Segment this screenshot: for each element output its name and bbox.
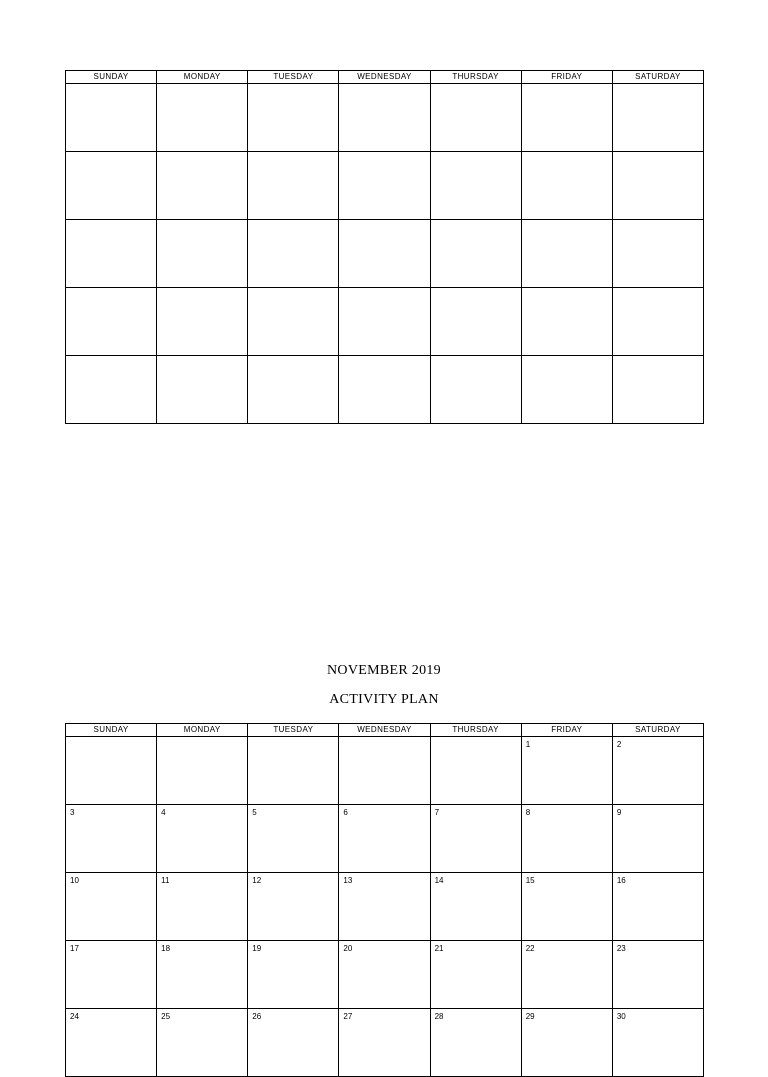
calendar-day-cell bbox=[339, 805, 430, 873]
weekday-header-saturday: SATURDAY bbox=[612, 71, 703, 84]
day-number: 12 bbox=[252, 876, 262, 885]
calendar-day-cell bbox=[248, 873, 339, 941]
day-number: 22 bbox=[525, 944, 535, 953]
day-number: 21 bbox=[434, 944, 444, 953]
calendar-day-cell bbox=[66, 356, 157, 424]
day-number: 29 bbox=[525, 1012, 535, 1021]
calendar-week-row bbox=[66, 288, 704, 356]
day-number: 7 bbox=[434, 808, 440, 817]
calendar-day-cell bbox=[157, 84, 248, 152]
day-number: 4 bbox=[161, 808, 166, 817]
activity-plan-subtitle: ACTIVITY PLAN bbox=[329, 692, 439, 707]
calendar-day-cell bbox=[66, 288, 157, 356]
calendar-day-cell bbox=[157, 1009, 248, 1077]
calendar-day-cell bbox=[66, 737, 157, 805]
calendar-day-cell bbox=[157, 805, 248, 873]
day-number: 25 bbox=[161, 1012, 171, 1021]
calendar-week-row bbox=[66, 220, 704, 288]
calendar-day-cell bbox=[430, 737, 521, 805]
calendar-week-row bbox=[66, 356, 704, 424]
weekday-header-friday: FRIDAY bbox=[521, 71, 612, 84]
calendar-day-cell bbox=[248, 1009, 339, 1077]
month-title: NOVEMBER 2019 bbox=[327, 663, 441, 678]
calendar-day-cell bbox=[157, 873, 248, 941]
calendar-week-row bbox=[66, 84, 704, 152]
calendar-day-cell bbox=[248, 84, 339, 152]
calendar-week-row bbox=[66, 152, 704, 220]
weekday-header-tuesday: TUESDAY bbox=[248, 724, 339, 737]
calendar-week-row bbox=[66, 873, 704, 941]
calendar-day-cell bbox=[612, 152, 703, 220]
calendar-day-cell bbox=[612, 288, 703, 356]
calendar-day-cell bbox=[66, 84, 157, 152]
calendar-day-cell bbox=[430, 220, 521, 288]
weekday-header-monday: MONDAY bbox=[157, 724, 248, 737]
calendar-day-cell bbox=[339, 152, 430, 220]
day-number: 26 bbox=[252, 1012, 262, 1021]
day-number: 6 bbox=[343, 808, 348, 817]
calendar-day-cell bbox=[521, 941, 612, 1009]
calendar-day-cell bbox=[612, 873, 703, 941]
calendar-day-cell bbox=[66, 941, 157, 1009]
day-number: 24 bbox=[70, 1012, 79, 1021]
calendar-day-cell bbox=[430, 805, 521, 873]
day-number: 19 bbox=[252, 944, 262, 953]
calendar-day-cell bbox=[339, 356, 430, 424]
calendar-day-cell bbox=[157, 737, 248, 805]
calendar-day-cell bbox=[339, 737, 430, 805]
calendar-day-cell bbox=[430, 152, 521, 220]
calendar-day-cell bbox=[612, 805, 703, 873]
weekday-header-sunday: SUNDAY bbox=[66, 724, 157, 737]
calendar-day-cell bbox=[521, 873, 612, 941]
calendar-day-cell bbox=[521, 737, 612, 805]
calendar-day-cell bbox=[339, 941, 430, 1009]
day-number: 17 bbox=[70, 944, 79, 953]
calendar-day-cell bbox=[521, 356, 612, 424]
calendar-day-cell bbox=[157, 941, 248, 1009]
calendar-day-cell bbox=[248, 152, 339, 220]
weekday-header-wednesday: WEDNESDAY bbox=[339, 724, 430, 737]
day-number: 11 bbox=[161, 876, 170, 885]
day-number: 1 bbox=[525, 740, 531, 749]
calendar-day-cell bbox=[66, 873, 157, 941]
calendar-day-cell bbox=[430, 1009, 521, 1077]
calendar-day-cell bbox=[66, 805, 157, 873]
calendar-day-cell bbox=[339, 220, 430, 288]
calendar-day-cell bbox=[612, 941, 703, 1009]
weekday-header-thursday: THURSDAY bbox=[430, 724, 521, 737]
calendar-day-cell bbox=[612, 220, 703, 288]
blank-calendar-grid bbox=[65, 70, 704, 424]
day-number: 8 bbox=[525, 808, 531, 817]
calendar-day-cell bbox=[248, 288, 339, 356]
day-number: 14 bbox=[434, 876, 444, 885]
calendar-day-cell bbox=[157, 288, 248, 356]
calendar-day-cell bbox=[248, 220, 339, 288]
calendar-day-cell bbox=[248, 941, 339, 1009]
calendar-week-row bbox=[66, 805, 704, 873]
calendar-day-cell bbox=[521, 805, 612, 873]
calendar-day-cell bbox=[430, 84, 521, 152]
calendar-day-cell bbox=[66, 152, 157, 220]
weekday-header-friday: FRIDAY bbox=[521, 724, 612, 737]
calendar-day-cell bbox=[521, 1009, 612, 1077]
calendar-day-cell bbox=[521, 152, 612, 220]
calendar-day-cell bbox=[66, 1009, 157, 1077]
day-number: 9 bbox=[616, 808, 622, 817]
calendar-day-cell bbox=[612, 84, 703, 152]
calendar-day-cell bbox=[612, 356, 703, 424]
calendar-day-cell bbox=[66, 220, 157, 288]
day-number: 2 bbox=[616, 740, 622, 749]
calendar-week-row bbox=[66, 737, 704, 805]
calendar-day-cell bbox=[339, 873, 430, 941]
calendar-day-cell bbox=[248, 805, 339, 873]
calendar-day-cell bbox=[339, 84, 430, 152]
calendar-week-row bbox=[66, 1009, 704, 1077]
day-number: 30 bbox=[616, 1012, 626, 1021]
weekday-header-row bbox=[66, 71, 704, 84]
calendar-day-cell bbox=[521, 84, 612, 152]
day-number: 27 bbox=[343, 1012, 353, 1021]
calendar-day-cell bbox=[248, 356, 339, 424]
day-number: 10 bbox=[70, 876, 79, 885]
day-number: 16 bbox=[616, 876, 626, 885]
day-number: 20 bbox=[343, 944, 353, 953]
weekday-header-saturday: SATURDAY bbox=[612, 724, 703, 737]
calendar-day-cell bbox=[157, 152, 248, 220]
calendar-day-cell bbox=[430, 356, 521, 424]
calendar-day-cell bbox=[430, 941, 521, 1009]
day-number: 13 bbox=[343, 876, 353, 885]
calendar-day-cell bbox=[521, 220, 612, 288]
day-number: 18 bbox=[161, 944, 171, 953]
day-number: 5 bbox=[252, 808, 257, 817]
calendar-day-cell bbox=[612, 1009, 703, 1077]
calendar-day-cell bbox=[339, 1009, 430, 1077]
weekday-header-sunday: SUNDAY bbox=[66, 71, 157, 84]
day-number: 23 bbox=[616, 944, 626, 953]
calendar-day-cell bbox=[430, 288, 521, 356]
day-number: 28 bbox=[434, 1012, 444, 1021]
calendar-day-cell bbox=[430, 873, 521, 941]
calendar-day-cell bbox=[339, 288, 430, 356]
day-number: 3 bbox=[70, 808, 75, 817]
calendar-day-cell bbox=[157, 220, 248, 288]
weekday-header-wednesday: WEDNESDAY bbox=[339, 71, 430, 84]
calendar-day-cell bbox=[521, 288, 612, 356]
weekday-header-thursday: THURSDAY bbox=[430, 71, 521, 84]
calendar-day-cell bbox=[157, 356, 248, 424]
calendar-week-row bbox=[66, 941, 704, 1009]
calendar-day-cell bbox=[248, 737, 339, 805]
day-number: 15 bbox=[525, 876, 535, 885]
weekday-header-monday: MONDAY bbox=[157, 71, 248, 84]
weekday-header-row bbox=[66, 724, 704, 737]
calendar-day-cell bbox=[612, 737, 703, 805]
weekday-header-tuesday: TUESDAY bbox=[248, 71, 339, 84]
